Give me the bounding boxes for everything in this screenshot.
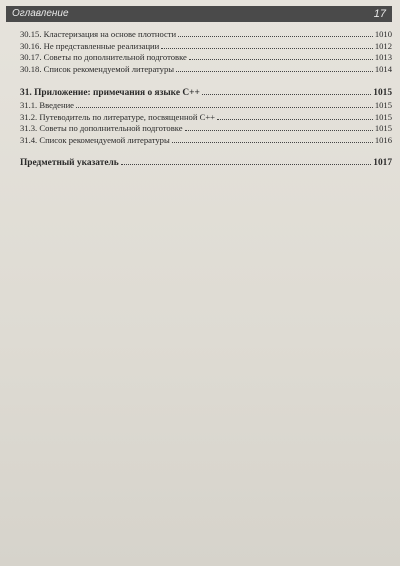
entry-title: Список рекомендуемой литературы	[43, 63, 175, 74]
running-header	[6, 6, 392, 22]
index-page: 1017	[373, 158, 392, 169]
entry-page: 1012	[374, 40, 392, 51]
toc-entry	[20, 41, 392, 53]
entry-title: Список рекомендуемой литературы	[39, 134, 170, 145]
entry-title: Советы по дополнительной подготовке	[39, 123, 183, 134]
entry-number: 30.17.	[20, 52, 42, 63]
entry-title: Кластеризация на основе плотности	[43, 29, 177, 39]
leader-dots	[76, 100, 373, 108]
entry-title: Не представленные реализации	[43, 40, 160, 51]
leader-dots	[121, 157, 372, 165]
toc-entry	[20, 64, 392, 76]
entry-number: 30.16.	[20, 40, 42, 51]
toc-index-heading	[20, 157, 392, 170]
entry-page: 1015	[374, 111, 392, 122]
chapter-title: Приложение: примечания о языке C++	[34, 88, 200, 99]
entry-page: 1014	[374, 63, 392, 74]
entry-number: 31.4.	[20, 134, 38, 145]
entry-title: Введение	[39, 99, 74, 110]
leader-dots	[189, 52, 373, 60]
entry-page: 1015	[374, 123, 392, 134]
toc-entry	[20, 52, 392, 64]
leader-dots	[172, 135, 373, 143]
entry-title: Советы по дополнительной подготовке	[43, 52, 187, 63]
entry-number: 30.15.	[20, 29, 42, 39]
entry-number: 31.3.	[20, 123, 38, 134]
entry-number: 31.2.	[20, 111, 38, 122]
index-title: Предметный указатель	[20, 158, 119, 169]
leader-dots	[176, 64, 373, 72]
leader-dots	[202, 87, 371, 95]
entry-page: 1015	[374, 99, 392, 110]
entry-number: 31.1.	[20, 99, 38, 110]
leader-dots	[161, 41, 373, 49]
entry-page: 1010	[374, 29, 392, 39]
toc-entry	[20, 135, 392, 147]
leader-dots	[178, 29, 373, 37]
toc-entry	[20, 123, 392, 135]
header-page-number: 17	[373, 8, 386, 20]
leader-dots	[217, 112, 373, 120]
toc-entry	[20, 112, 392, 124]
chapter-number: 31.	[20, 88, 32, 99]
toc-entry	[20, 29, 392, 41]
table-of-contents	[20, 29, 392, 170]
toc-entry	[20, 100, 392, 112]
entry-title: Путеводитель по литературе, посвященной C++	[39, 111, 216, 122]
leader-dots	[185, 123, 373, 131]
entry-page: 1013	[374, 52, 392, 63]
header-title: Оглавление	[12, 8, 69, 19]
chapter-page: 1015	[373, 88, 392, 99]
toc-chapter-heading	[20, 87, 392, 100]
entry-number: 30.18.	[20, 63, 42, 74]
entry-page: 1016	[374, 134, 392, 145]
